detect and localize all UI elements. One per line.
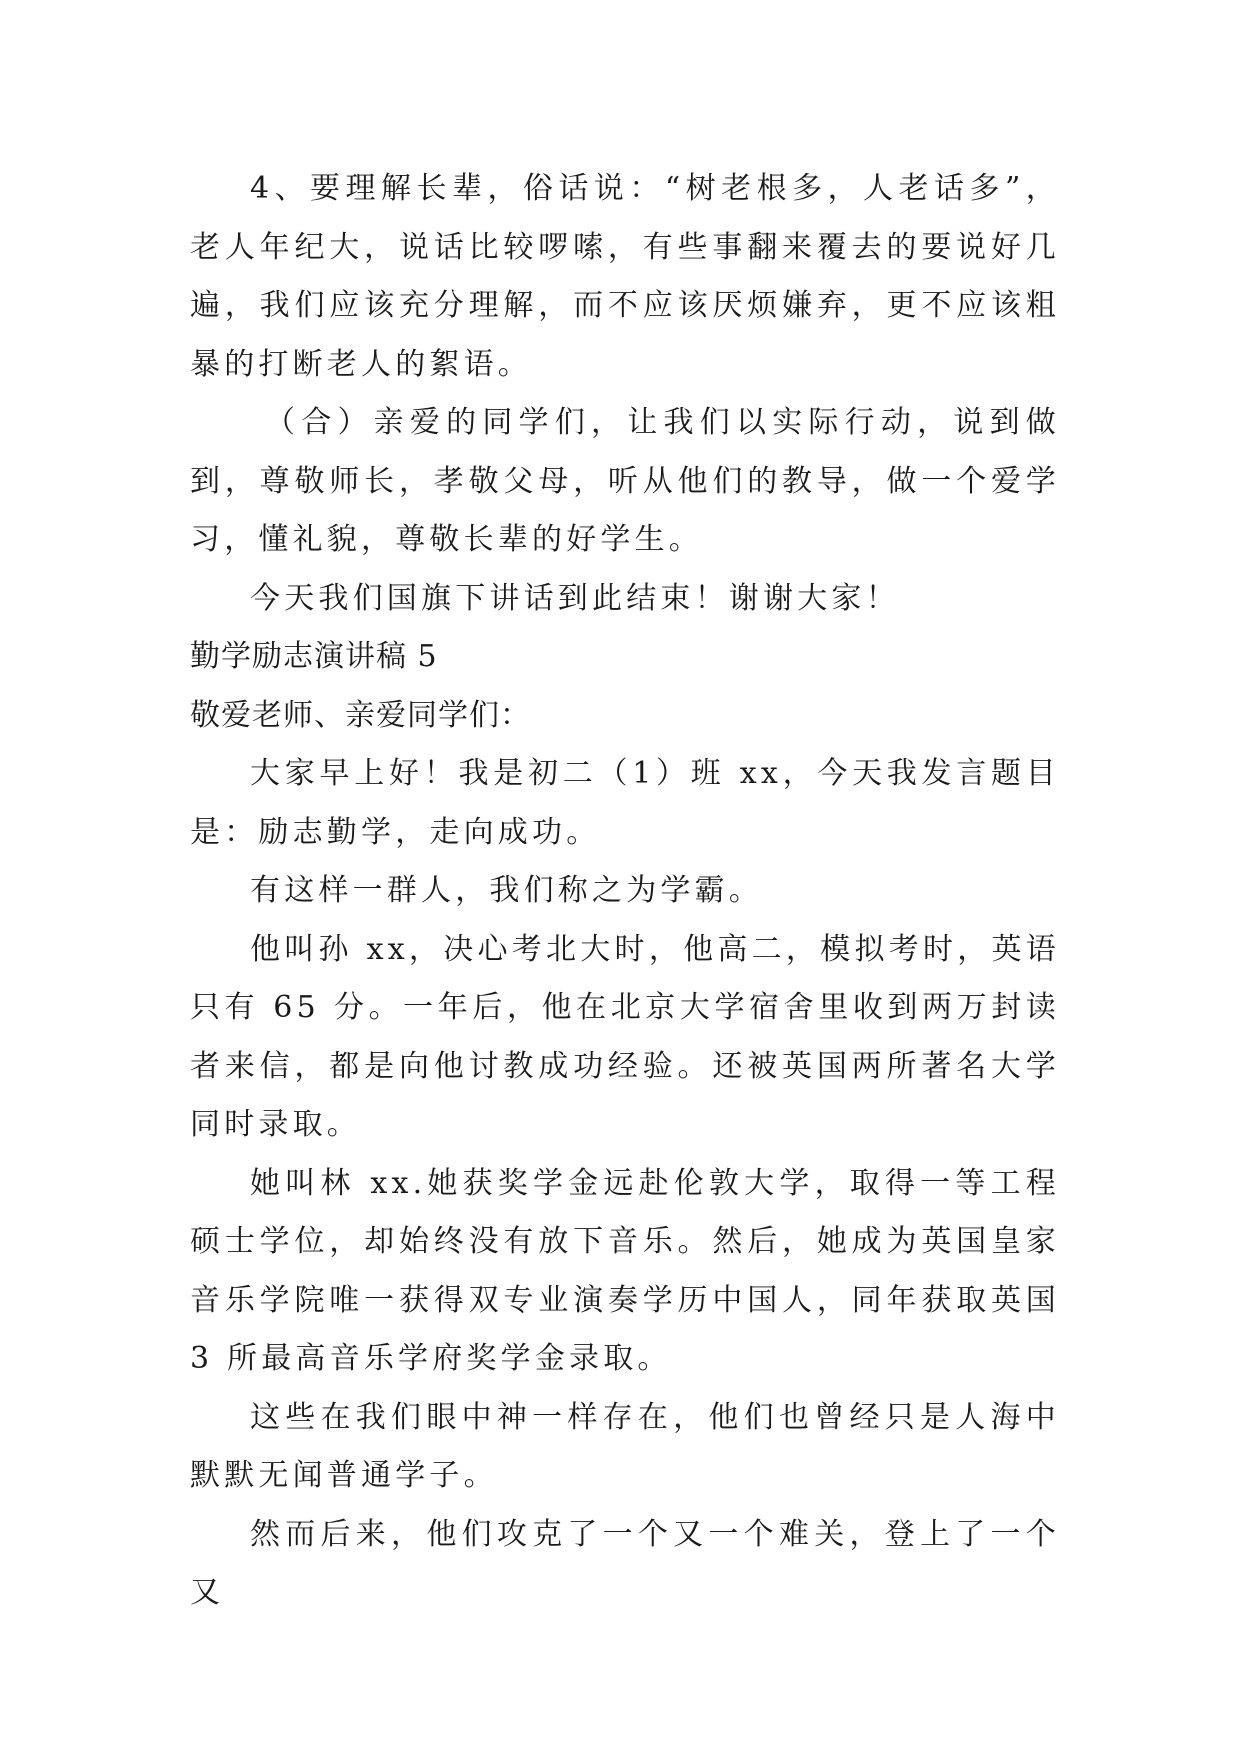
- paragraph-respect-elders: 4、要理解长辈，俗话说：“树老根多，人老话多”，老人年纪大，说话比较啰嗦，有些事翻来覆去的要说好几遍，我们应该充分理解，而不应该厌烦嫌弃，更不应该粗暴的打断老人的絮语。: [190, 171, 1060, 382]
- section-title: 勤学励志演讲稿 5: [190, 639, 438, 674]
- paragraph-thanks: 今天我们国旗下讲话到此结束！谢谢大家！: [250, 580, 900, 616]
- paragraph-lin-story: 她叫林 xx.她获奖学金远赴伦敦大学，取得一等工程硕士学位，却始终没有放下音乐。然后，她成为英国皇家音乐学院唯一获得双专业演奏学历中国人，同年获取英国 3 所最高音乐学府奖学金录取。: [190, 1165, 1060, 1376]
- paragraph-overcoming: 然而后来，他们攻克了一个又一个难关，登上了一个又: [190, 1516, 1060, 1610]
- document-body: [190, 160, 1060, 1623]
- paragraph-top-students: 有这样一群人，我们称之为学霸。: [250, 873, 763, 908]
- salutation: 敬爱老师、亲爱同学们：: [190, 697, 531, 733]
- paragraph-greeting: 大家早上好！我是初二（1）班 xx，今天我发言题目是：励志勤学，走向成功。: [190, 756, 1060, 850]
- paragraph-sun-story: 他叫孙 xx，决心考北大时，他高二，模拟考时，英语只有 65 分。一年后，他在北京大学宿舍里收到两万封读者来信，都是向他讨教成功经验。还被英国两所著名大学同时录取。: [190, 931, 1060, 1142]
- paragraph-closing-appeal: （合）亲爱的同学们，让我们以实际行动，说到做到，尊敬师长，孝敬父母，听从他们的教导，做一个爱学习，懂礼貌，尊敬长辈的好学生。: [190, 405, 1060, 557]
- paragraph-ordinary-students: 这些在我们眼中神一样存在，他们也曾经只是人海中默默无闻普通学子。: [190, 1399, 1060, 1493]
